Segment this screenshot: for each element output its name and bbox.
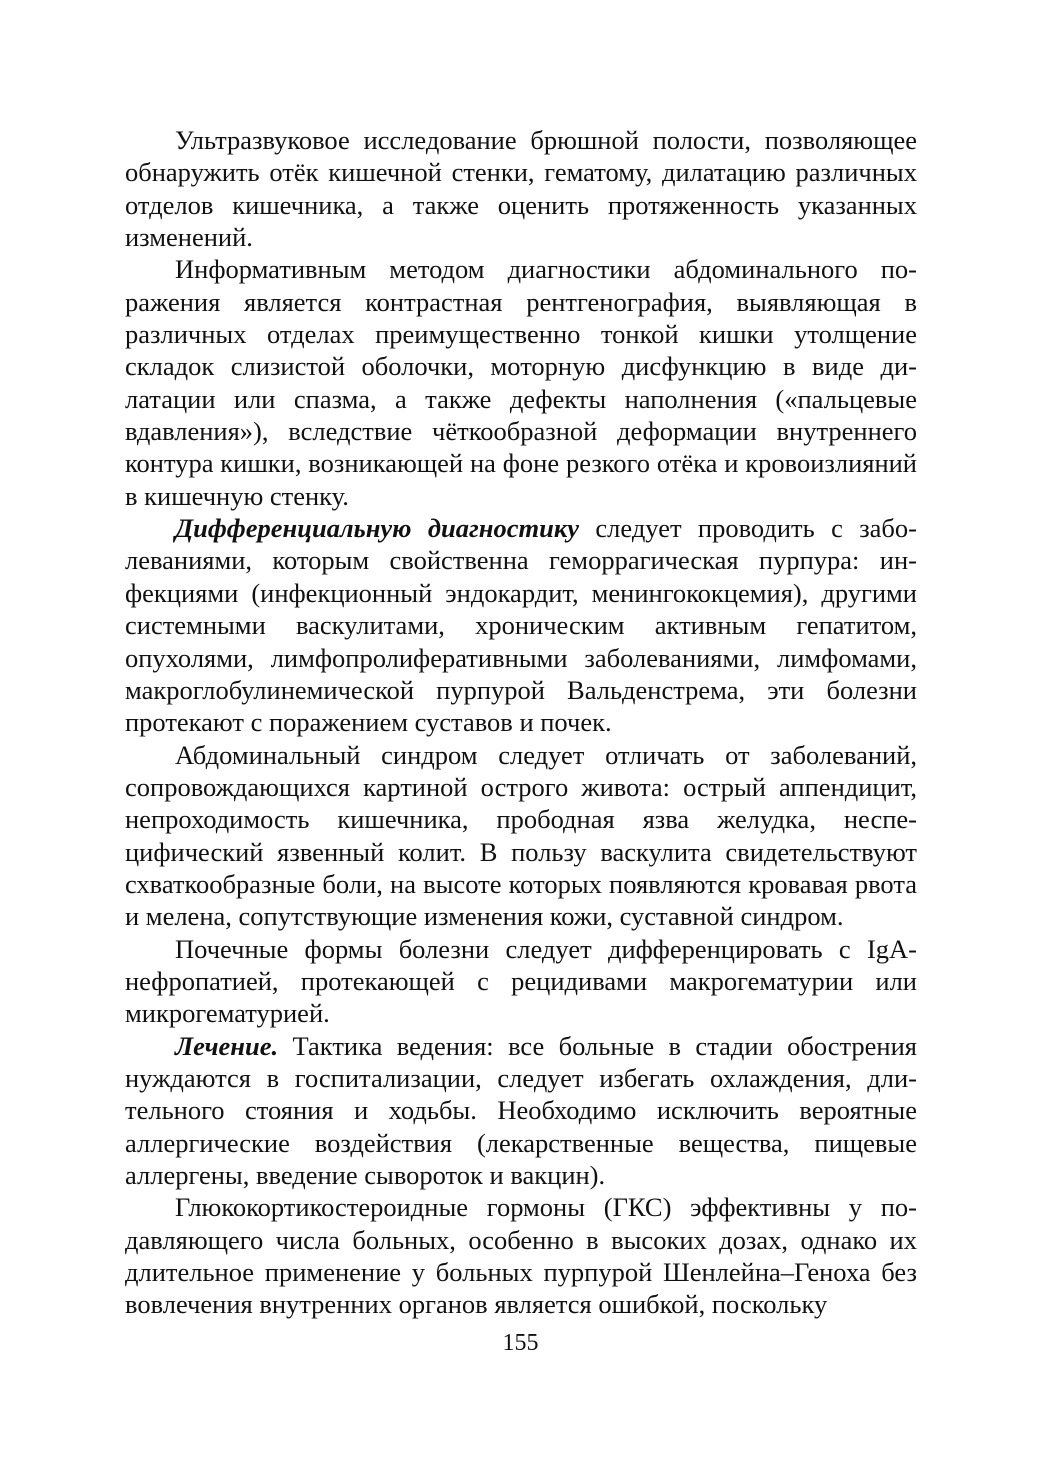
paragraph-text: Информативным методом диагностики абдоминального поражения является контрастная рентгенография, выявляющая в различных отделах преимущественно тонкой кишки утолщение складок слизистой оболочки, моторную дисфункцию в виде дилатации или спазма, а также дефекты наполнения («пальцевые вдавления»), вследствие чёткообразной деформации внутреннего контура кишки, возникающей на фоне резкого отёка и кровоизлияний в кишечную стенку. [125,254,917,511]
page-body [125,124,917,1321]
paragraph-text: Абдоминальный синдром следует отличать от заболеваний, сопровождающихся картиной острого живота: острый аппендицит, непроходимость кишечника, прободная язва желудка, неспецифический язвенный колит. В пользу васкулита свидетельствуют схваткообразные боли, на высоте которых появляются кровавая рвота и мелена, сопутствующие изменения кожи, суставной синдром. [125,739,917,932]
paragraph-ultrasound [125,124,917,253]
differential-diagnosis-heading: Дифференциальную диагностику [175,513,580,544]
paragraph-text: Ультразвуковое исследование брюшной полости, позволяющее обнаружить отёк кишечной стенки, гематому, дилатацию различных отделов кишечника, а также оценить протяженность указанных изменений. [125,125,917,253]
paragraph-radiography [125,253,917,512]
paragraph-glucocorticoids [125,1191,917,1320]
paragraph-abdominal-syndrome [125,739,917,933]
paragraph-treatment [125,1030,917,1192]
treatment-heading: Лечение. [175,1030,279,1061]
paragraph-text: Тактика ведения: все больные в стадии обострения нуждаются в госпитализации, следует избегать охлаждения, длительного стояния и ходьбы. Необходимо исключить вероятные аллергические воздействия (лекарственные вещества, пищевые аллергены, введение сывороток и вакцин). [125,1030,917,1190]
paragraph-text: следует проводить с заболеваниями, которым свойственна геморрагическая пурпура: инфекциями (инфекционный эндокардит, менингококцемия), другими системными васкулитами, хроническим активным гепатитом, опухолями, лимфопролиферативными заболеваниями, лимфомами, макроглобулинемической пурпурой Вальденстрема, эти болезни протекают с поражением суставов и почек. [125,513,917,738]
paragraph-renal-forms [125,933,917,1030]
page-number: 155 [502,1330,539,1356]
paragraph-text: Глюкокортикостероидные гормоны (ГКС) эффективны у подавляющего числа больных, особенно в высоких дозах, однако их длительное применение у больных пурпурой Шенлейна–Геноха без вовлечения внутренних органов является ошибкой, поскольку [125,1192,917,1320]
paragraph-text: Почечные формы болезни следует дифференцировать с IgA-нефропатией, протекающей с рецидивами макрогематурии или микрогематурией. [125,933,917,1029]
paragraph-differential-diagnosis [125,512,917,738]
